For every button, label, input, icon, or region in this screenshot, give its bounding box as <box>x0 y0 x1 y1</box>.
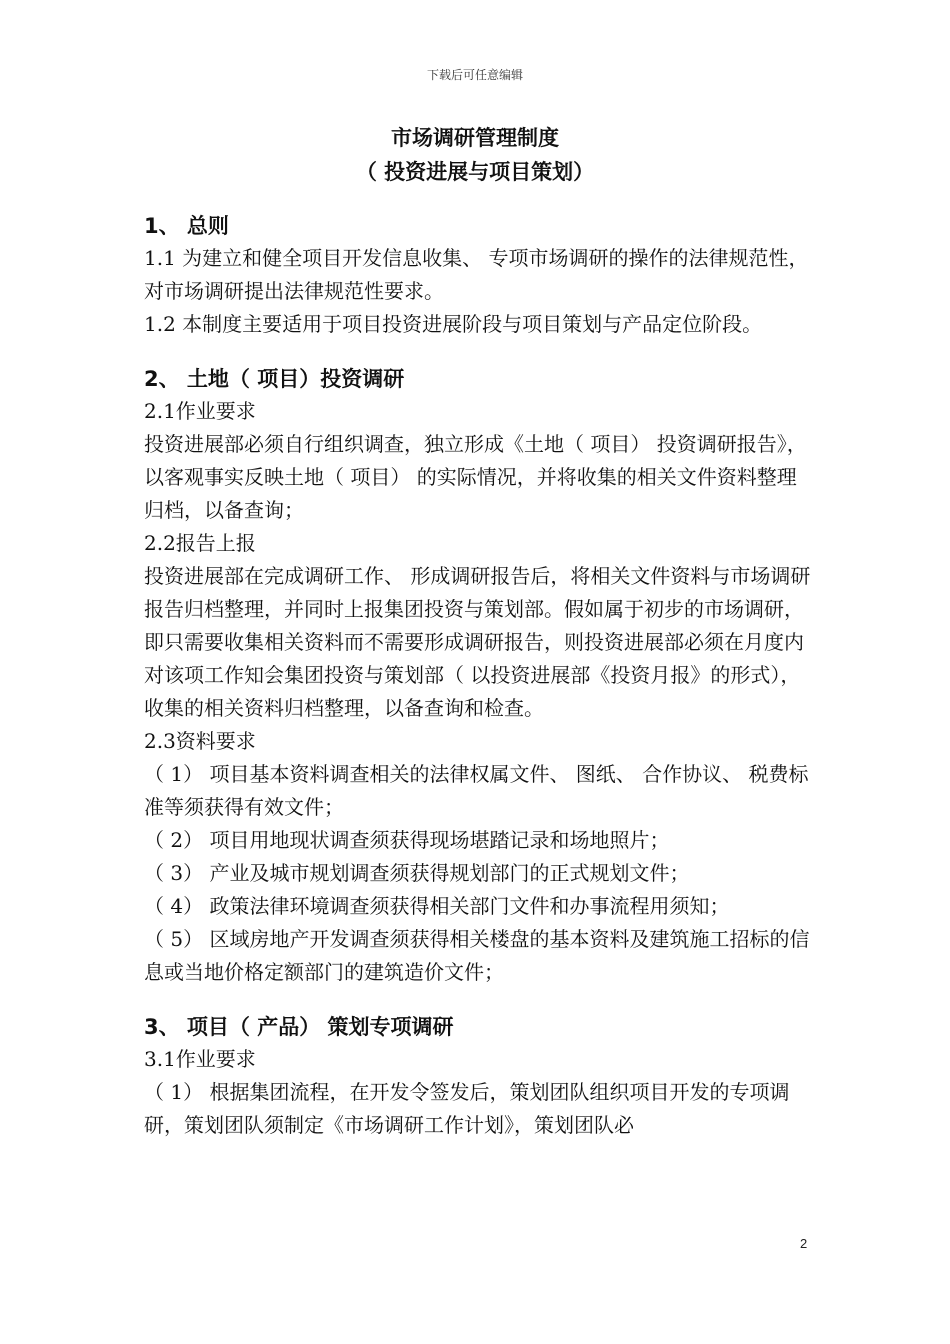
subheading: 2.3资料要求 <box>144 729 256 753</box>
subheading: 2.2报告上报 <box>144 531 256 555</box>
subheading: 3.1作业要求 <box>144 1047 256 1071</box>
subheading: 2.1作业要求 <box>144 399 256 423</box>
page-header-note: 下载后可任意编辑 <box>426 68 523 82</box>
paragraph: 投资进展部必须自行组织调查，独立形成《土地（ 项目） 投资调研报告》，以客观事实反映土地（ 项目） 的实际情况，并将收集的相关文件资料整理归档，以备查询； <box>144 432 807 522</box>
paragraph: （ 1） 根据集团流程，在开发令签发后，策划团队组织项目开发的专项调研，策划团队须制定《市场调研工作计划》，策划团队必 <box>144 1080 790 1137</box>
paragraph: 1.2 本制度主要适用于项目投资进展阶段与项目策划与产品定位阶段。 <box>144 312 763 336</box>
list-item: （ 5） 区域房地产开发调查须获得相关楼盘的基本资料及建筑施工招标的信息或当地价格定额部门的建筑造价文件； <box>144 927 810 984</box>
paragraph: 投资进展部在完成调研工作、 形成调研报告后，将相关文件资料与市场调研报告归档整理，并同时上报集团投资与策划部。假如属于初步的市场调研，即只需要收集相关资料而不需要形成调研报告，则投资进展部必须在月度内对该项工作知会集团投资与策划部（ 以投资进展部《投资月报》的形式），收集的相关资料归档整理，以备查询和检查。 <box>144 564 811 720</box>
document-body <box>144 210 814 1142</box>
section-heading-project-planning: 3、 项目（ 产品） 策划专项调研 <box>144 1015 454 1039</box>
section-heading-land-investment: 2、 土地（ 项目）投资调研 <box>144 367 405 391</box>
paragraph: 1.1 为建立和健全项目开发信息收集、 专项市场调研的操作的法律规范性，对市场调研提出法律规范性要求。 <box>144 246 809 303</box>
list-item: （ 1） 项目基本资料调查相关的法律权属文件、 图纸、 合作协议、 税费标准等须获得有效文件； <box>144 762 809 819</box>
list-item: （ 3） 产业及城市规划调查须获得规划部门的正式规划文件； <box>144 861 690 885</box>
document-title: 市场调研管理制度 <box>391 126 559 150</box>
page-number: 2 <box>800 1236 808 1251</box>
list-item: （ 2） 项目用地现状调查须获得现场堪踏记录和场地照片； <box>144 828 670 852</box>
list-item: （ 4） 政策法律环境调查须获得相关部门文件和办事流程用须知； <box>144 894 730 918</box>
section-heading-general: 1、 总则 <box>144 214 229 238</box>
document-subtitle: （ 投资进展与项目策划） <box>355 160 595 184</box>
